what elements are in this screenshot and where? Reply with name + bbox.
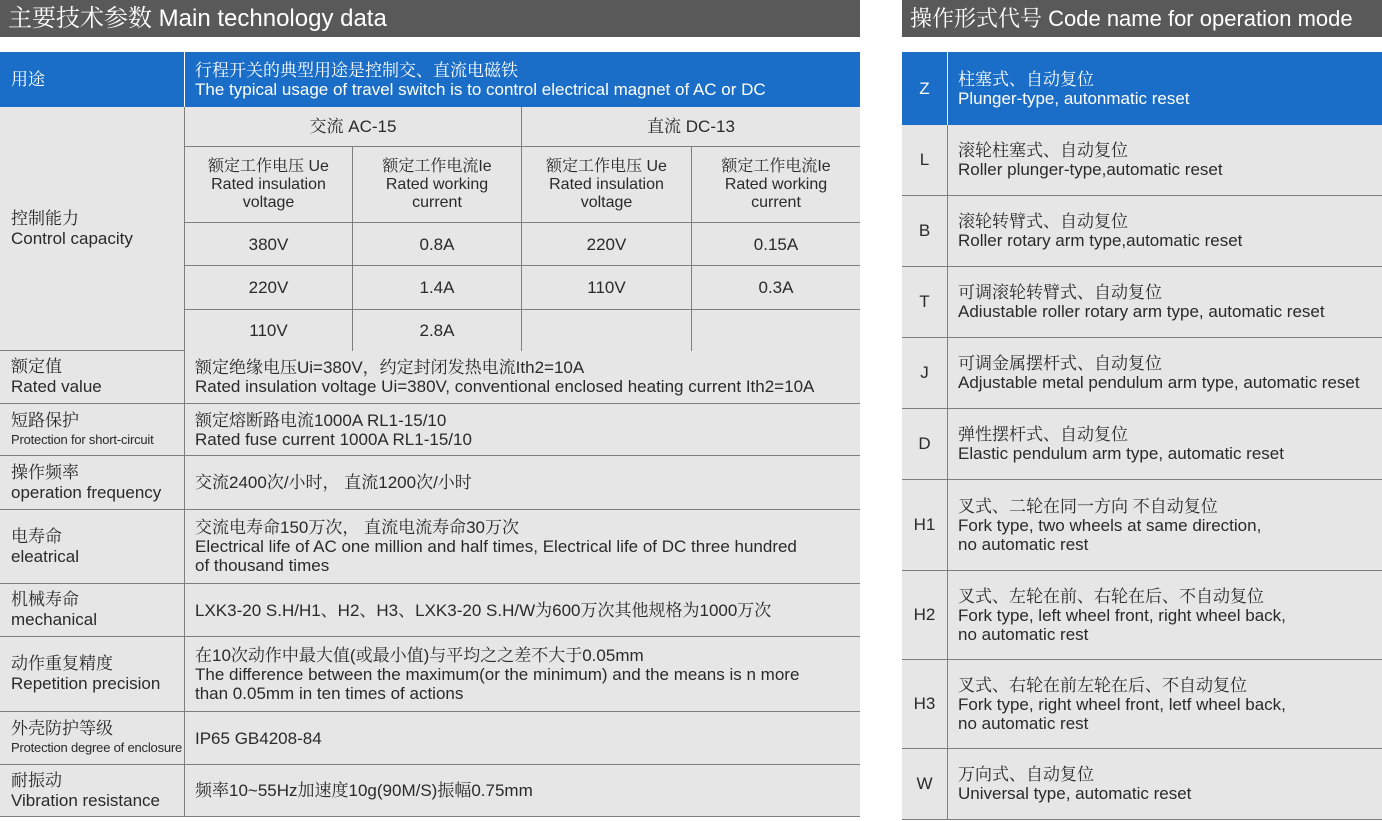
mode-row-w [902,749,1382,820]
param-row-rated-value [0,351,860,404]
param-label: 额定值 Rated value [0,351,185,403]
mode-description: 滚轮转臂式、自动复位 Roller rotary arm type,automatic reset [958,212,1243,250]
param-row-electrical-life [0,510,860,584]
col-header: 额定工作电压 Ue Rated insulation voltage [522,147,692,223]
table-cell: 220V [522,223,692,266]
mode-row-b [902,196,1382,267]
technical-parameters-table [0,52,860,821]
mode-code: H3 [902,660,948,748]
param-label: 外壳防护等级 Protection degree of enclosure [0,712,185,764]
table-cell: 0.15A [692,223,860,266]
param-value: 频率10~55Hz加速度10g(90M/S)振幅0.75mm [195,781,533,800]
param-label: 耐振动 Vibration resistance [0,765,185,816]
mode-code: J [902,338,948,408]
table-cell: 1.4A [353,266,522,310]
mode-row-t [902,267,1382,338]
mode-description: 柱塞式、自动复位 Plunger-type, autonmatic reset [958,69,1190,108]
mode-description: 万向式、自动复位 Universal type, automatic reset [958,765,1192,803]
operation-mode-header: 操作形式代号 Code name for operation mode [902,0,1382,37]
param-row-enclosure-protection [0,712,860,765]
mode-row-h1 [902,480,1382,571]
mode-code: T [902,267,948,337]
table-cell [692,310,860,351]
param-value: 在10次动作中最大值(或最小值)与平均之之差不大于0.05mm The difference between the maximum(or the minimum) and the means is n more than 0.05mm in ten times of actions [195,645,800,703]
mode-row-d [902,409,1382,480]
param-row-vibration-resistance [0,765,860,817]
param-row-usage [0,52,860,107]
param-value: 额定绝缘电压Ui=380V，约定封闭发热电流Ith2=10A Rated insulation voltage Ui=380V, conventional enclosed heating current Ith2=10A [195,358,815,396]
mode-code: H1 [902,480,948,570]
mode-row-l [902,125,1382,196]
table-cell: 110V [522,266,692,310]
param-value: 交流2400次/小时， 直流1200次/小时 [195,473,472,492]
mode-code: L [902,125,948,195]
mode-row-j [902,338,1382,409]
param-row-control-capacity [0,107,860,351]
mode-code: B [902,196,948,266]
dc-header: 直流 DC-13 [522,107,860,147]
table-cell: 0.8A [353,223,522,266]
table-cell: 220V [185,266,353,310]
param-row-operation-frequency [0,456,860,510]
mode-code: Z [902,52,948,125]
table-cell: 380V [185,223,353,266]
mode-description: 弹性摆杆式、自动复位 Elastic pendulum arm type, automatic reset [958,425,1284,463]
control-capacity-grid [185,107,860,350]
param-label: 控制能力 Control capacity [0,107,185,350]
param-row-mechanical-life [0,584,860,637]
param-value: IP65 GB4208-84 [195,728,322,748]
mode-row-h2 [902,571,1382,660]
param-label: 短路保护 Protection for short-circuit [0,404,185,455]
col-header: 额定工作电流Ie Rated working current [692,147,860,223]
mode-description: 滚轮柱塞式、自动复位 Roller plunger-type,automatic reset [958,141,1223,179]
param-value: 额定熔断路电流1000A RL1-15/10 Rated fuse current 1000A RL1-15/10 [195,410,472,449]
mode-description: 叉式、左轮在前、右轮在后、不自动复位 Fork type, left wheel front, right wheel back, no automatic rest [958,586,1286,644]
mode-row-h3 [902,660,1382,749]
table-cell [522,310,692,351]
col-header: 额定工作电压 Ue Rated insulation voltage [185,147,353,223]
table-cell: 0.3A [692,266,860,310]
mode-description: 可调滚轮转臂式、自动复位 Adiustable roller rotary arm type, automatic reset [958,283,1325,321]
param-row-short-circuit [0,404,860,456]
table-cell: 110V [185,310,353,351]
param-row-repetition-precision [0,637,860,712]
param-value: 行程开关的典型用途是控制交、直流电磁铁 The typical usage of travel switch is to control electrical magnet of AC or DC [195,60,766,99]
table-cell: 2.8A [353,310,522,351]
param-label: 机械寿命 mechanical [0,584,185,636]
col-header: 额定工作电流Ie Rated working current [353,147,522,223]
mode-row-z [902,52,1382,125]
main-technology-data-header: 主要技术参数 Main technology data [0,0,860,37]
mode-code: D [902,409,948,479]
mode-description: 叉式、右轮在前左轮在后、不自动复位 Fork type, right wheel front, letf wheel back, no automatic rest [958,675,1286,733]
param-label: 动作重复精度 Repetition precision [0,637,185,711]
mode-description: 叉式、二轮在同一方向 不自动复位 Fork type, two wheels at same direction, no automatic rest [958,496,1262,554]
mode-description: 可调金属摆杆式、自动复位 Adjustable metal pendulum arm type, automatic reset [958,354,1360,392]
operation-mode-table [902,52,1382,821]
param-label: 操作频率 operation frequency [0,456,185,509]
ac-header: 交流 AC-15 [185,107,522,147]
param-value: 交流电寿命150万次， 直流电流寿命30万次 Electrical life of AC one million and half times, Electrical life of DC three hundred of thousand times [195,518,797,575]
mode-code: W [902,749,948,819]
mode-code: H2 [902,571,948,659]
param-value: LXK3-20 S.H/H1、H2、H3、LXK3-20 S.H/W为600万次其他规格为1000万次 [195,600,772,620]
param-label: 电寿命 eleatrical [0,510,185,583]
param-label: 用途 [0,52,185,107]
